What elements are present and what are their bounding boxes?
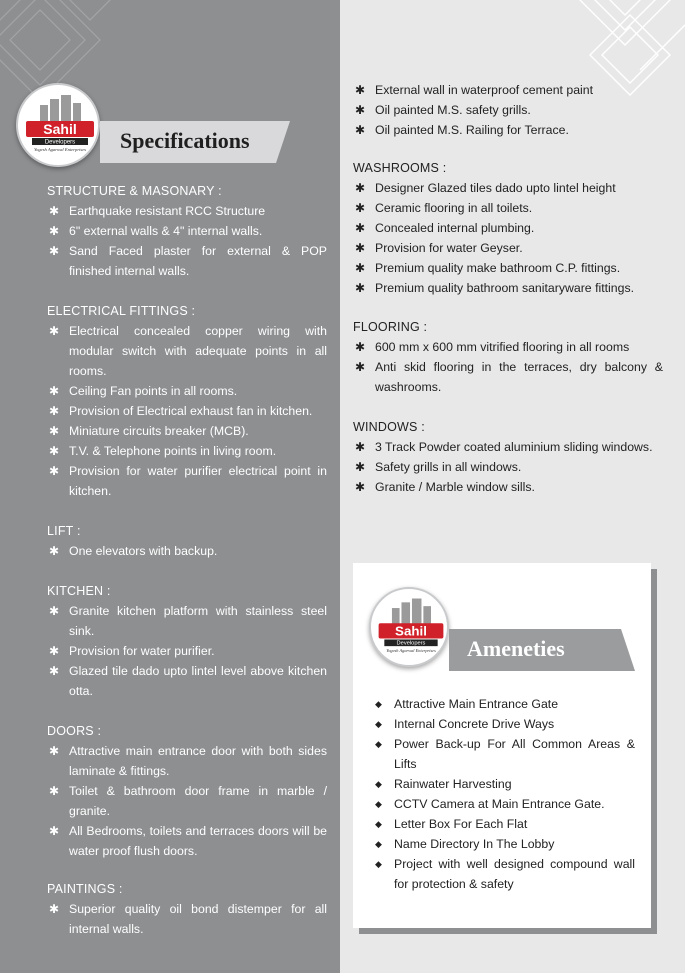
spec-item: ✱ Provision of Electrical exhaust fan in kitchen. [47,401,327,421]
amenity-item: ◆ Internal Concrete Drive Ways [375,714,635,734]
star-bullet-icon: ✱ [48,224,60,238]
spec-item: ✱ Granite / Marble window sills. [353,477,663,497]
spec-item: ✱ Safety grills in all windows. [353,457,663,477]
amenity-item: ◆ Project with well designed compound wall for protection & safety [375,854,635,894]
amenity-item: ◆ Attractive Main Entrance Gate [375,694,635,714]
spec-item: ✱ Ceramic flooring in all toilets. [353,198,663,218]
spec-section-windows [353,420,663,497]
star-bullet-icon: ✱ [48,404,60,418]
spec-item: ✱ Sand Faced plaster for external & POP finished internal walls. [47,241,327,281]
star-bullet-icon: ✱ [354,103,366,117]
spec-item: ✱ Provision for water purifier. [47,641,327,661]
spec-section-kitchen [47,584,327,701]
spec-section-lift [47,524,327,561]
left-panel [0,0,340,973]
star-bullet-icon: ✱ [48,464,60,478]
spec-item: ✱ External wall in waterproof cement paint [353,80,663,100]
star-bullet-icon: ✱ [48,664,60,678]
brand-name: Sahil [43,121,77,137]
spec-item: ✱ Toilet & bathroom door frame in marble / granite. [47,781,327,821]
star-bullet-icon: ✱ [354,360,366,374]
star-bullet-icon: ✱ [354,241,366,255]
section-heading: LIFT : [47,524,81,538]
star-bullet-icon: ✱ [48,824,60,838]
amenity-item: ◆ Name Directory In The Lobby [375,834,635,854]
spec-item: ✱ Superior quality oil bond distemper for all internal walls. [47,899,327,939]
amenity-item: ◆ Power Back-up For All Common Areas & Lifts [375,734,635,774]
diamond-bullet-icon: ◆ [375,859,382,869]
spec-section-flooring [353,320,663,397]
spec-item: ✱ Oil painted M.S. safety grills. [353,100,663,120]
spec-item: ✱ Provision for water Geyser. [353,238,663,258]
diamond-bullet-icon: ◆ [375,719,382,729]
section-heading: DOORS : [47,724,102,738]
diamond-bullet-icon: ◆ [375,839,382,849]
spec-section-electrical [47,304,327,501]
spec-item: ✱ Concealed internal plumbing. [353,218,663,238]
amenities-title-ribbon [449,629,621,671]
spec-item: ✱ Provision for water purifier electrical point in kitchen. [47,461,327,501]
diamond-bullet-icon: ◆ [375,819,382,829]
spec-item: ✱ Oil painted M.S. Railing for Terrace. [353,120,663,140]
brand-logo [369,587,449,667]
diamond-bullet-icon: ◆ [375,739,382,749]
amenity-item: ◆ Letter Box For Each Flat [375,814,635,834]
spec-item: ✱ Granite kitchen platform with stainless steel sink. [47,601,327,641]
star-bullet-icon: ✱ [48,324,60,338]
diamond-bullet-icon: ◆ [375,779,382,789]
amenities-list [375,694,635,894]
section-heading: FLOORING : [353,320,428,334]
star-bullet-icon: ✱ [354,201,366,215]
star-bullet-icon: ✱ [48,424,60,438]
star-bullet-icon: ✱ [354,340,366,354]
section-heading: WINDOWS : [353,420,425,434]
amenities-card [353,563,651,928]
spec-item: ✱ Anti skid flooring in the terraces, dry balcony & washrooms. [353,357,663,397]
spec-item: ✱ One elevators with backup. [47,541,327,561]
star-bullet-icon: ✱ [354,480,366,494]
star-bullet-icon: ✱ [48,644,60,658]
section-heading: WASHROOMS : [353,161,447,175]
spec-item: ✱ Electrical concealed copper wiring with modular switch with adequate points in all rooms. [47,321,327,381]
star-bullet-icon: ✱ [48,784,60,798]
spec-item: ✱ Designer Glazed tiles dado upto lintel height [353,178,663,198]
star-bullet-icon: ✱ [48,902,60,916]
spec-section-exterior [353,80,663,140]
brand-logo [16,83,100,167]
spec-item: ✱ All Bedrooms, toilets and terraces doors will be water proof flush doors. [47,821,327,861]
spec-item: ✱ 6" external walls & 4" internal walls. [47,221,327,241]
section-heading: PAINTINGS : [47,882,123,896]
section-heading: KITCHEN : [47,584,111,598]
star-bullet-icon: ✱ [48,384,60,398]
brand-sub: Developers [396,640,426,647]
star-bullet-icon: ✱ [48,244,60,258]
spec-item: ✱ Premium quality bathroom sanitaryware fittings. [353,278,663,298]
section-heading: ELECTRICAL FITTINGS : [47,304,196,318]
diamond-bullet-icon: ◆ [375,699,382,709]
star-bullet-icon: ✱ [354,123,366,137]
specifications-title-ribbon [100,121,276,163]
section-heading: STRUCTURE & MASONARY : [47,184,222,198]
brand-tagline: Yogesh Agarwal Enterprises [386,647,436,653]
brand-sub: Developers [44,139,76,146]
star-bullet-icon: ✱ [48,444,60,458]
star-bullet-icon: ✱ [354,83,366,97]
star-bullet-icon: ✱ [354,460,366,474]
spec-item: ✱ Miniature circuits breaker (MCB). [47,421,327,441]
star-bullet-icon: ✱ [354,221,366,235]
ribbon-tail [621,629,639,671]
spec-section-structure [47,184,327,281]
star-bullet-icon: ✱ [48,604,60,618]
spec-item: ✱ 600 mm x 600 mm vitrified flooring in all rooms [353,337,663,357]
star-bullet-icon: ✱ [354,440,366,454]
spec-section-paintings [47,882,327,939]
star-bullet-icon: ✱ [48,544,60,558]
spec-item: ✱ Ceiling Fan points in all rooms. [47,381,327,401]
star-bullet-icon: ✱ [48,744,60,758]
spec-item: ✱ Attractive main entrance door with both sides laminate & fittings. [47,741,327,781]
star-bullet-icon: ✱ [354,181,366,195]
brand-tagline: Yogesh Agarwal Enterprises [33,147,87,152]
spec-item: ✱ Glazed tile dado upto lintel level above kitchen otta. [47,661,327,701]
diamond-bullet-icon: ◆ [375,799,382,809]
ribbon-tail [276,121,306,163]
star-bullet-icon: ✱ [48,204,60,218]
amenities-title: Ameneties [467,636,565,661]
amenity-item: ◆ Rainwater Harvesting [375,774,635,794]
spec-section-doors [47,724,327,861]
spec-section-washrooms [353,161,663,298]
amenity-item: ◆ CCTV Camera at Main Entrance Gate. [375,794,635,814]
spec-item: ✱ Premium quality make bathroom C.P. fittings. [353,258,663,278]
star-bullet-icon: ✱ [354,281,366,295]
specifications-title: Specifications [120,128,250,153]
brand-name: Sahil [395,623,427,639]
star-bullet-icon: ✱ [354,261,366,275]
spec-item: ✱ Earthquake resistant RCC Structure [47,201,327,221]
spec-item: ✱ 3 Track Powder coated aluminium sliding windows. [353,437,663,457]
spec-item: ✱ T.V. & Telephone points in living room. [47,441,327,461]
